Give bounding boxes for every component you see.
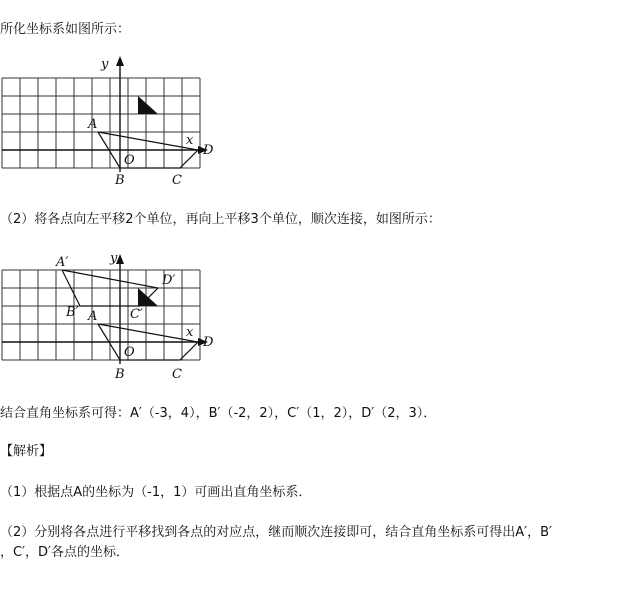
analysis-step-2-line-1: （2）分别将各点进行平移找到各点的对应点，继而顺次连接即可，结合直角坐标系可得出A′，B′	[0, 525, 552, 540]
point-C-label: C	[172, 367, 182, 382]
step2-text: （2）将各点向左平移2个单位，再向上平移3个单位，顺次连接，如图所示：	[0, 212, 441, 227]
origin-label: O	[124, 153, 135, 168]
figure-1-coordinate-grid	[0, 50, 230, 190]
y-axis-label: y	[101, 57, 109, 72]
x-axis-label: x	[186, 133, 194, 148]
point-B-label: B	[115, 367, 125, 382]
flag-triangle	[138, 96, 158, 114]
point-B-prime-label: B′	[66, 305, 79, 320]
analysis-heading: 【解析】	[0, 444, 53, 459]
x-axis-label: x	[186, 325, 194, 340]
point-D-prime-label: D′	[162, 273, 176, 288]
point-C-label: C	[172, 173, 182, 188]
point-C-prime-label: C′	[130, 307, 143, 322]
analysis-step-1: （1）根据点A的坐标为（-1，1）可画出直角坐标系．	[0, 485, 312, 500]
origin-label: O	[124, 345, 135, 360]
point-D-label: D	[203, 143, 214, 158]
point-B-label: B	[115, 173, 125, 188]
grid-lines	[2, 78, 200, 168]
figure-2-translated-grid	[0, 252, 230, 384]
y-axis-label: y	[110, 252, 118, 266]
intro-text: 所化坐标系如图所示：	[0, 22, 131, 37]
point-A-label: A	[88, 309, 98, 324]
analysis-step-2-line-2: ，C′，D′各点的坐标．	[0, 545, 129, 560]
point-A-label: A	[88, 117, 98, 132]
point-A-prime-label: A′	[56, 255, 69, 270]
y-axis-arrow-icon	[116, 56, 124, 66]
conclusion-text: 结合直角坐标系可得：A′（-3，4），B′（-2，2），C′（1，2），D′（2，3）．	[0, 406, 437, 421]
point-D-label: D	[203, 335, 214, 350]
axes	[2, 60, 204, 172]
